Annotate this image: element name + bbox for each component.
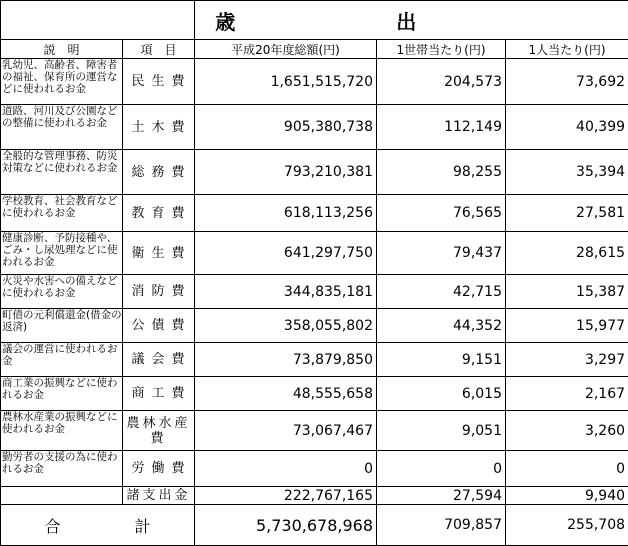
- item-cell: 労働費: [123, 451, 195, 487]
- header-per-household: 1世帯当たり(円): [377, 40, 506, 59]
- total-amount-cell: 905,380,738: [195, 105, 377, 150]
- header-per-person: 1人当たり(円): [506, 40, 628, 59]
- per-household-cell: 79,437: [377, 232, 506, 275]
- header-description: 説 明: [1, 40, 123, 59]
- item-cell: 総務費: [123, 150, 195, 195]
- per-person-cell: 3,260: [506, 411, 628, 451]
- per-person-cell: 15,387: [506, 275, 628, 309]
- total-amount-cell: 1,651,515,720: [195, 59, 377, 105]
- table-row: [1, 343, 628, 377]
- header-item: 項 目: [123, 40, 195, 59]
- item-cell: 農林水産費: [123, 411, 195, 451]
- description-cell: 健康診断、予防接種や、ごみ・し尿処理などに使われるお金: [1, 232, 123, 275]
- per-person-cell: 9,940: [506, 487, 628, 505]
- total-amount-cell: 73,067,467: [195, 411, 377, 451]
- description-cell: 火災や水害への備えなどに使われるお金: [1, 275, 123, 309]
- description-cell: 乳幼児、高齢者、障害者の福祉、保育所の運営などに使われるお金: [1, 59, 123, 105]
- per-household-cell: 76,565: [377, 195, 506, 232]
- item-cell: 土木費: [123, 105, 195, 150]
- item-cell: 諸支出金: [123, 487, 195, 505]
- table-row: [1, 451, 628, 487]
- table-row: [1, 105, 628, 150]
- table-row: [1, 195, 628, 232]
- table-row: [1, 150, 628, 195]
- total-label-left: 合: [44, 514, 134, 537]
- per-person-cell: 0: [506, 451, 628, 487]
- per-household-cell: 0: [377, 451, 506, 487]
- title-row: [1, 1, 628, 40]
- per-person-cell: 35,394: [506, 150, 628, 195]
- per-person-cell: 27,581: [506, 195, 628, 232]
- total-amount-cell: 793,210,381: [195, 150, 377, 195]
- item-cell: 商工費: [123, 377, 195, 411]
- item-cell: 衛生費: [123, 232, 195, 275]
- title-blank-cell: [1, 1, 195, 40]
- table-row: [1, 309, 628, 343]
- total-amount-cell: 344,835,181: [195, 275, 377, 309]
- description-cell: 勤労者の支援の為に使われるお金: [1, 451, 123, 487]
- total-amount-cell: 48,555,658: [195, 377, 377, 411]
- description-cell: [1, 487, 123, 505]
- grand-total-label: [1, 505, 195, 546]
- per-household-cell: 42,715: [377, 275, 506, 309]
- per-household-cell: 204,573: [377, 59, 506, 105]
- total-label-right: 計: [134, 517, 150, 536]
- per-household-cell: 27,594: [377, 487, 506, 505]
- total-amount-cell: 0: [195, 451, 377, 487]
- total-amount-cell: 641,297,750: [195, 232, 377, 275]
- table-row: [1, 487, 628, 505]
- description-cell: 全般的な管理事務、防災対策などに使われるお金: [1, 150, 123, 195]
- item-cell: 議会費: [123, 343, 195, 377]
- table-row: [1, 411, 628, 451]
- per-household-cell: 9,051: [377, 411, 506, 451]
- description-cell: 商工業の振興などに使われるお金: [1, 377, 123, 411]
- grand-total-row: [1, 505, 628, 546]
- total-amount-cell: 358,055,802: [195, 309, 377, 343]
- description-cell: 学校教育、社会教育などに使われるお金: [1, 195, 123, 232]
- title-left-char: 歳: [215, 6, 237, 35]
- per-person-cell: 3,297: [506, 343, 628, 377]
- per-person-cell: 40,399: [506, 105, 628, 150]
- item-cell: 公債費: [123, 309, 195, 343]
- table-title: [195, 1, 628, 40]
- item-cell: 消防費: [123, 275, 195, 309]
- grand-total-amount: 5,730,678,968: [195, 505, 377, 546]
- total-amount-cell: 618,113,256: [195, 195, 377, 232]
- table-row: [1, 232, 628, 275]
- per-person-cell: 15,977: [506, 309, 628, 343]
- grand-total-per-household: 709,857: [377, 505, 506, 546]
- item-cell: 民生費: [123, 59, 195, 105]
- total-amount-cell: 73,879,850: [195, 343, 377, 377]
- table-row: [1, 275, 628, 309]
- per-household-cell: 98,255: [377, 150, 506, 195]
- description-cell: 町債の元利償還金(借金の返済): [1, 309, 123, 343]
- description-cell: 道路、河川及び公園などの整備に使われるお金: [1, 105, 123, 150]
- per-person-cell: 28,615: [506, 232, 628, 275]
- per-household-cell: 44,352: [377, 309, 506, 343]
- per-household-cell: 9,151: [377, 343, 506, 377]
- description-cell: 議会の運営に使われるお金: [1, 343, 123, 377]
- header-total-amount: 平成20年度総額(円): [195, 40, 377, 59]
- item-cell: 教育費: [123, 195, 195, 232]
- table-row: [1, 377, 628, 411]
- header-row: [1, 40, 628, 59]
- per-person-cell: 73,692: [506, 59, 628, 105]
- table-row: [1, 59, 628, 105]
- grand-total-per-person: 255,708: [506, 505, 628, 546]
- total-amount-cell: 222,767,165: [195, 487, 377, 505]
- title-right-char: 出: [396, 6, 418, 35]
- description-cell: 農林水産業の振興などに使われるお金: [1, 411, 123, 451]
- per-person-cell: 2,167: [506, 377, 628, 411]
- per-household-cell: 112,149: [377, 105, 506, 150]
- per-household-cell: 6,015: [377, 377, 506, 411]
